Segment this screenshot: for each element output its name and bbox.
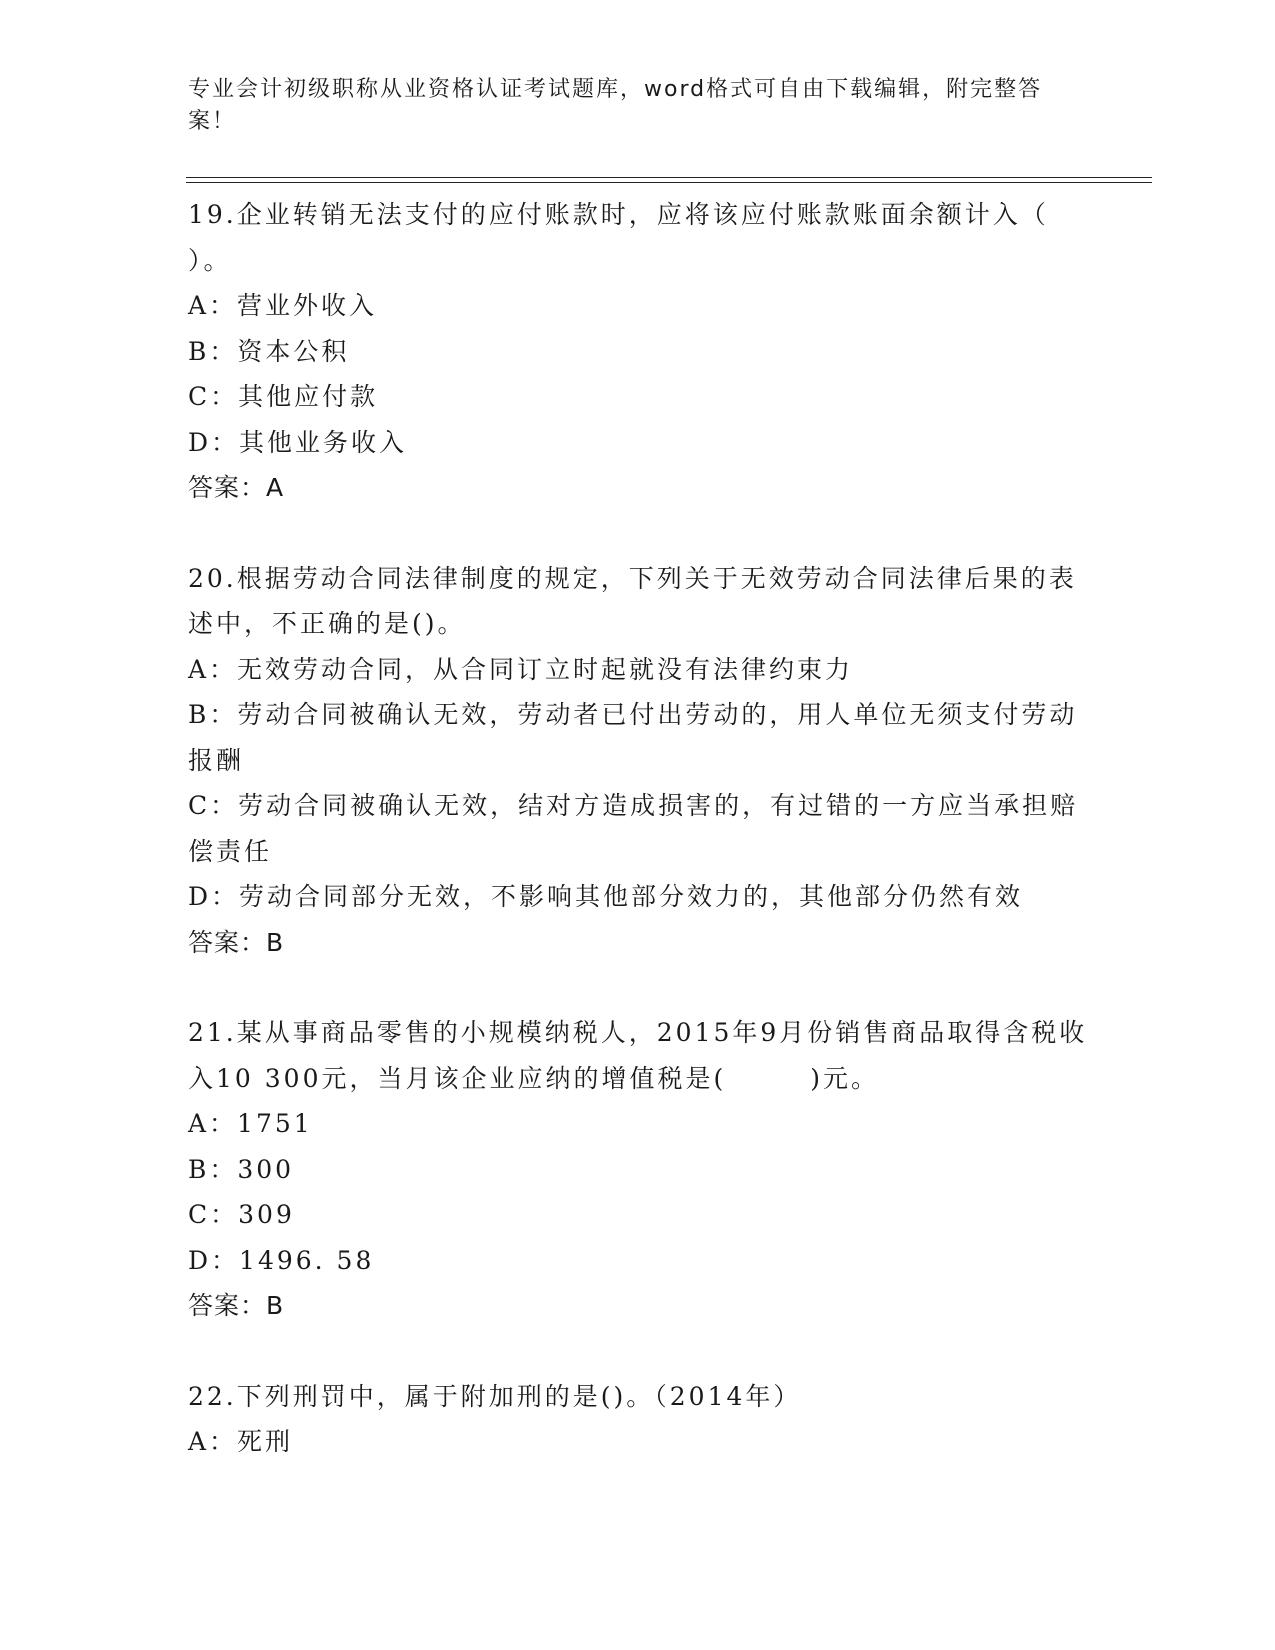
option-c: C：劳动合同被确认无效，结对方造成损害的，有过错的一方应当承担赔偿责任 (188, 791, 1079, 866)
option-d: D：1496. 58 (188, 1245, 375, 1275)
question-list (188, 192, 1088, 1465)
header-divider-bottom (186, 182, 1152, 183)
question-stem: 20.根据劳动合同法律制度的规定，下列关于无效劳动合同法律后果的表述中，不正确的是()。 (188, 563, 1077, 638)
question-stem: 19.企业转销无法支付的应付账款时，应将该应付账款账面余额计入（ ）。 (188, 200, 1049, 275)
option-b: B：劳动合同被确认无效，劳动者已付出劳动的，用人单位无须支付劳动报酬 (188, 700, 1078, 775)
question-20 (188, 556, 1088, 966)
option-a: A：营业外收入 (188, 291, 378, 320)
option-a: A：无效劳动合同，从合同订立时起就没有法律约束力 (188, 654, 854, 684)
option-b: B：300 (188, 1154, 295, 1184)
question-19 (188, 192, 1088, 511)
answer: 答案：B (188, 927, 285, 957)
header-divider-top (186, 177, 1152, 178)
question-stem: 21.某从事商品零售的小规模纳税人，2015年9月份销售商品取得含税收入10 300元，当月该企业应纳的增值税是( )元。 (188, 1018, 1088, 1093)
answer: 答案：B (188, 1291, 285, 1320)
option-d: D：劳动合同部分无效，不影响其他部分效力的，其他部分仍然有效 (188, 882, 1024, 911)
option-c: C：其他应付款 (188, 382, 379, 411)
option-a: A：死刑 (188, 1427, 294, 1456)
answer: 答案：A (188, 473, 285, 502)
option-d: D：其他业务收入 (188, 427, 408, 457)
option-c: C：309 (188, 1200, 295, 1229)
option-a: A：1751 (188, 1109, 313, 1138)
question-stem: 22.下列刑罚中，属于附加刑的是()。（2014年） (188, 1381, 802, 1411)
document-header: 专业会计初级职称从业资格认证考试题库，word格式可自由下载编辑，附完整答案！ (188, 77, 1043, 134)
option-b: B：资本公积 (188, 336, 350, 366)
question-21 (188, 1010, 1088, 1329)
question-22 (188, 1374, 1088, 1465)
